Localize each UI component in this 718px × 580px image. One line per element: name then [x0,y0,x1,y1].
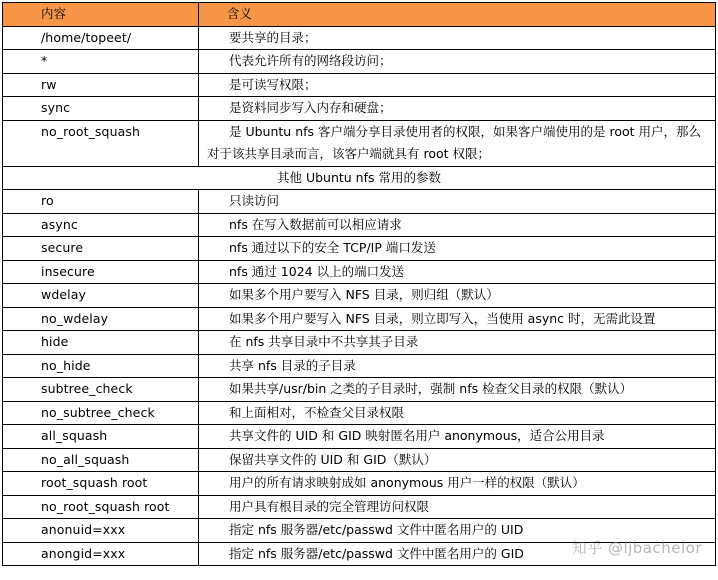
row-key: secure [3,237,199,261]
row-value: 保留共享文件的 UID 和 GID（默认） [199,448,716,472]
table-row [3,472,716,496]
row-value: 在 nfs 共享目录中不共享其子目录 [199,331,716,355]
row-value: 代表允许所有的网络段访问； [199,50,716,74]
table-row [3,425,716,449]
row-value: 是资料同步写入内存和硬盘； [199,97,716,121]
table-row [3,401,716,425]
watermark: 知乎 @ljbachelor [571,539,702,557]
row-key: insecure [3,260,199,284]
table-row [3,97,716,121]
row-key: ro [3,190,199,214]
row-value: 指定 nfs 服务器/etc/passwd 文件中匿名用户的 UID [199,519,716,543]
row-key: /home/topeet/ [3,26,199,50]
row-value: nfs 通过以下的安全 TCP/IP 端口发送 [199,237,716,261]
row-key: rw [3,73,199,97]
table-row [3,26,716,50]
row-key: all_squash [3,425,199,449]
row-key: subtree_check [3,378,199,402]
row-value: 要共享的目录； [199,26,716,50]
row-value: nfs 通过 1024 以上的端口发送 [199,260,716,284]
table-row [3,120,716,166]
row-value: 用户的所有请求映射成如 anonymous 用户一样的权限（默认） [199,472,716,496]
row-key: no_all_squash [3,448,199,472]
header-content: 内容 [3,3,199,27]
header-row [3,3,716,27]
row-value: 如果多个用户要写入 NFS 目录，则归组（默认） [199,284,716,308]
row-key: no_wdelay [3,307,199,331]
row-value: 如果多个用户要写入 NFS 目录，则立即写入，当使用 async 时，无需此设置 [199,307,716,331]
row-value: nfs 在写入数据前可以相应请求 [199,213,716,237]
table-row [3,73,716,97]
row-key: wdelay [3,284,199,308]
row-value: 只读访问 [199,190,716,214]
table-row [3,284,716,308]
row-value: 和上面相对，不检查父目录权限 [199,401,716,425]
row-key: no_root_squash root [3,495,199,519]
row-key: no_subtree_check [3,401,199,425]
table-row [3,237,716,261]
row-key: sync [3,97,199,121]
table-row [3,260,716,284]
row-key: anongid=xxx [3,542,199,566]
table-row [3,50,716,74]
row-key: root_squash root [3,472,199,496]
row-value: 是 Ubuntu nfs 客户端分享目录使用者的权限，如果客户端使用的是 root 用户，那么对于该共享目录而言，该客户端就具有 root 权限； [199,120,716,166]
row-value: 如果共享/usr/bin 之类的子目录时，强制 nfs 检查父目录的权限（默认） [199,378,716,402]
section-row [3,166,716,190]
row-key: no_root_squash [3,120,199,166]
row-key: async [3,213,199,237]
table-row [3,378,716,402]
table-row [3,190,716,214]
row-key: no_hide [3,354,199,378]
row-key: anonuid=xxx [3,519,199,543]
row-key: hide [3,331,199,355]
table-row [3,331,716,355]
table-row [3,213,716,237]
row-value: 指定 nfs 服务器/etc/passwd 文件中匿名用户的 GID [199,542,716,566]
table-row [3,448,716,472]
nfs-params-table [2,2,716,566]
row-value: 共享 nfs 目录的子目录 [199,354,716,378]
row-value: 共享文件的 UID 和 GID 映射匿名用户 anonymous，适合公用目录 [199,425,716,449]
section-title: 其他 Ubuntu nfs 常用的参数 [3,166,716,190]
row-value: 用户具有根目录的完全管理访问权限 [199,495,716,519]
table-row [3,307,716,331]
row-key: * [3,50,199,74]
table-row [3,354,716,378]
header-meaning: 含义 [199,3,716,27]
row-value: 是可读写权限； [199,73,716,97]
table-row [3,495,716,519]
